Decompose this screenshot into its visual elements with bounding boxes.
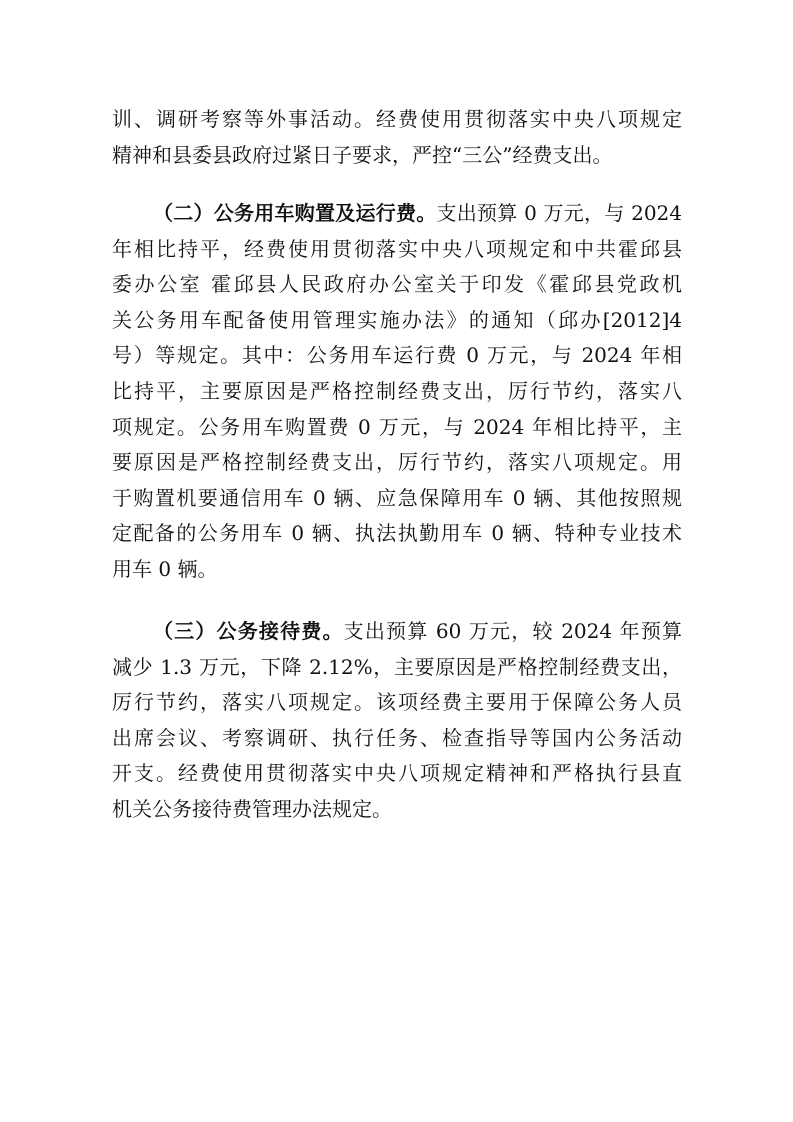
text-span: 支出预算 60 万元，较 2024 年预算 (343, 619, 683, 643)
text-line (112, 614, 682, 650)
text-line: 号）等规定。其中：公务用车运行费 0 万元，与 2024 年相 (112, 343, 682, 368)
text-line: 训、调研考察等外事活动。经费使用贯彻落实中央八项规定 (112, 107, 682, 131)
text-line: 开支。经费使用贯彻落实中央八项规定精神和严格执行县直 (112, 761, 682, 786)
paragraph-three-public-expenses-tail (112, 102, 682, 173)
text-line: 关公务用车配备使用管理实施办法》的通知（邱办[2012]4 (112, 307, 682, 332)
text-line: 用车 0 辆。 (112, 556, 218, 581)
text-line: 比持平，主要原因是严格控制经费支出，厉行节约，落实八 (112, 378, 682, 403)
text-span: 支出预算 0 万元，与 2024 (436, 201, 682, 225)
text-line: 机关公务接待费管理办法规定。 (112, 796, 392, 821)
paragraph-vehicle-expenses (112, 196, 682, 588)
text-line: 要原因是严格控制经费支出，厉行节约，落实八项规定。用 (112, 450, 682, 475)
text-line: 厉行节约，落实八项规定。该项经费主要用于保障公务人员 (112, 690, 682, 715)
text-line: 定配备的公务用车 0 辆、执法执勤用车 0 辆、特种专业技术 (112, 521, 682, 546)
text-line: 出席会议、考察调研、执行任务、检查指导等国内公务活动 (112, 725, 682, 750)
section-heading-vehicle: （二）公务用车购置及运行费。 (153, 201, 437, 225)
text-line (112, 196, 682, 232)
text-line: 精神和县委县政府过紧日子要求，严控“三公”经费支出。 (112, 142, 613, 167)
text-line: 委办公室 霍邱县人民政府办公室关于印发《霍邱县党政机 (112, 272, 682, 297)
text-line: 项规定。公务用车购置费 0 万元，与 2024 年相比持平，主 (112, 414, 682, 439)
text-line: 减少 1.3 万元，下降 2.12%，主要原因是严格控制经费支出， (112, 654, 682, 679)
section-heading-reception: （三）公务接待费。 (153, 619, 344, 643)
paragraph-reception-expenses (112, 614, 682, 828)
text-line: 年相比持平，经费使用贯彻落实中央八项规定和中共霍邱县 (112, 236, 682, 261)
text-line: 于购置机要通信用车 0 辆、应急保障用车 0 辆、其他按照规 (112, 485, 682, 510)
